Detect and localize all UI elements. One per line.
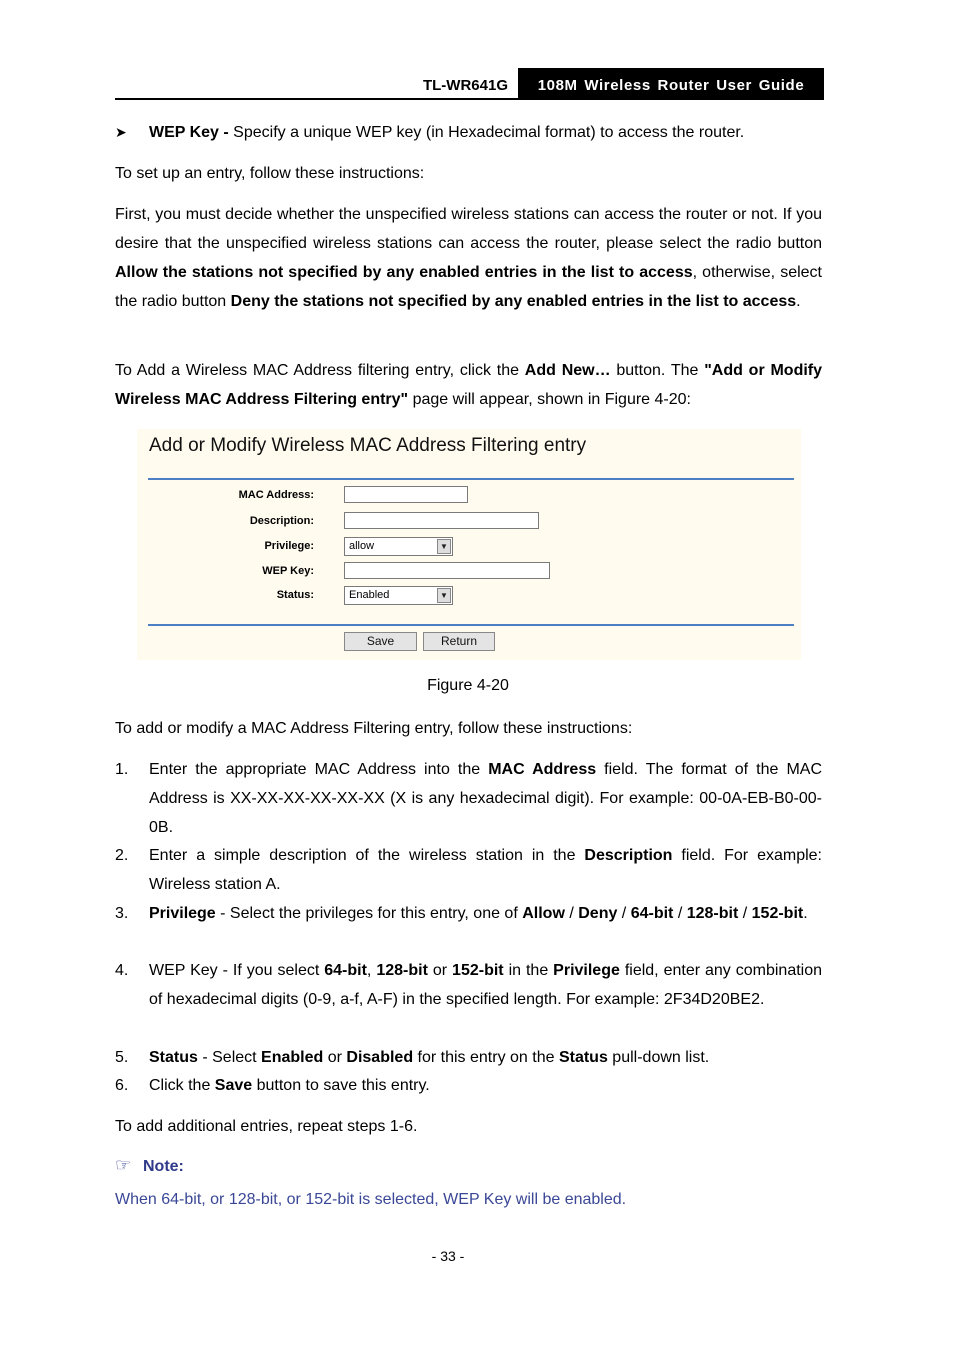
description-input[interactable] [344,512,539,529]
step-number: 6. [115,1077,129,1094]
modify-paragraph: To add or modify a MAC Address Filtering entry, follow these instructions: [115,720,633,737]
step-text: Status - Select Enabled or Disabled for this entry on the Status pull-down list. [149,1049,710,1066]
divider [148,478,794,480]
wep-key-input[interactable] [344,562,550,579]
mac-address-row [137,486,801,506]
note-text: When 64-bit, or 128-bit, or 152-bit is selected, WEP Key will be enabled. [115,1191,627,1208]
privilege-label: Privilege: [264,540,314,552]
chevron-down-icon[interactable]: ▼ [437,588,451,603]
description-label: Description: [249,515,314,527]
privilege-select[interactable] [344,537,453,556]
step-text: Enter a simple description of the wireless station in the Description field. For example: Wireless station A. [149,847,822,893]
bullet-text: WEP Key - Specify a unique WEP key (in Hexadecimal format) to access the router. [149,124,745,141]
status-row [137,586,801,606]
description-row [137,512,801,532]
mac-address-label: MAC Address: [238,489,314,501]
step-text: Privilege - Select the privileges for this entry, one of Allow / Deny / 64-bit / 128-bit / 152-bit. [149,905,808,922]
save-button[interactable]: Save [344,632,417,651]
arrow-bullet-icon: ➤ [115,124,127,140]
pointing-hand-icon: ☞ [115,1155,132,1175]
status-value: Enabled [349,589,390,601]
step-number: 1. [115,761,129,778]
status-label: Status: [276,589,314,601]
step-text: WEP Key - If you select 64-bit, 128-bit or 152-bit in the Privilege field, enter any combination of hexadecimal digits (0-9, a-f, A-F) in the specified length. For example: 2F34D20BE2. [149,962,823,1008]
step-text: Enter the appropriate MAC Address into the MAC Address field. The format of the MAC Address is XX-XX-XX-XX-XX-XX (X is any hexadecimal digit). For example: 00-0A-EB-B0-00-0B. [149,761,823,836]
step-number: 4. [115,962,129,979]
page-number: - 33 - [431,1248,465,1264]
figure-caption: Figure 4-20 [427,677,509,694]
wep-key-label: WEP Key: [262,565,314,577]
step-number: 2. [115,847,129,864]
step-text: Click the Save button to save this entry. [149,1077,430,1094]
mac-filter-form-screenshot [137,429,801,660]
add-paragraph: To Add a Wireless MAC Address filtering entry, click the Add New… button. The "Add or Modify Wireless MAC Address Filtering entry" page will appear, shown in Figure 4-20: [115,362,823,408]
step-number: 5. [115,1049,129,1066]
page-header [115,68,824,100]
chevron-down-icon[interactable]: ▼ [437,539,451,554]
note-label: Note: [143,1158,184,1175]
divider [148,624,794,626]
step-number: 3. [115,905,129,922]
status-select[interactable] [344,586,453,605]
repeat-paragraph: To add additional entries, repeat steps 1-6. [115,1118,418,1135]
guide-title: 108M Wireless Router User Guide [518,68,824,98]
return-button[interactable]: Return [423,632,495,651]
first-paragraph: First, you must decide whether the unspecified wireless stations can access the router or not. If you desire that the unspecified wireless stations can access the router, please select the radio button Allow the stations not specified by any enabled entries in the list to access, otherwise, select the radio button Deny the stations not specified by any enabled entries in the list to access. [115,206,823,310]
privilege-value: allow [349,540,375,552]
setup-paragraph: To set up an entry, follow these instructions: [115,165,425,182]
mac-address-input[interactable] [344,486,468,503]
privilege-row [137,537,801,557]
form-title: Add or Modify Wireless MAC Address Filtering entry [149,435,587,456]
wep-key-row [137,562,801,582]
note-heading [115,1153,184,1179]
model-name: TL-WR641G [422,77,508,94]
